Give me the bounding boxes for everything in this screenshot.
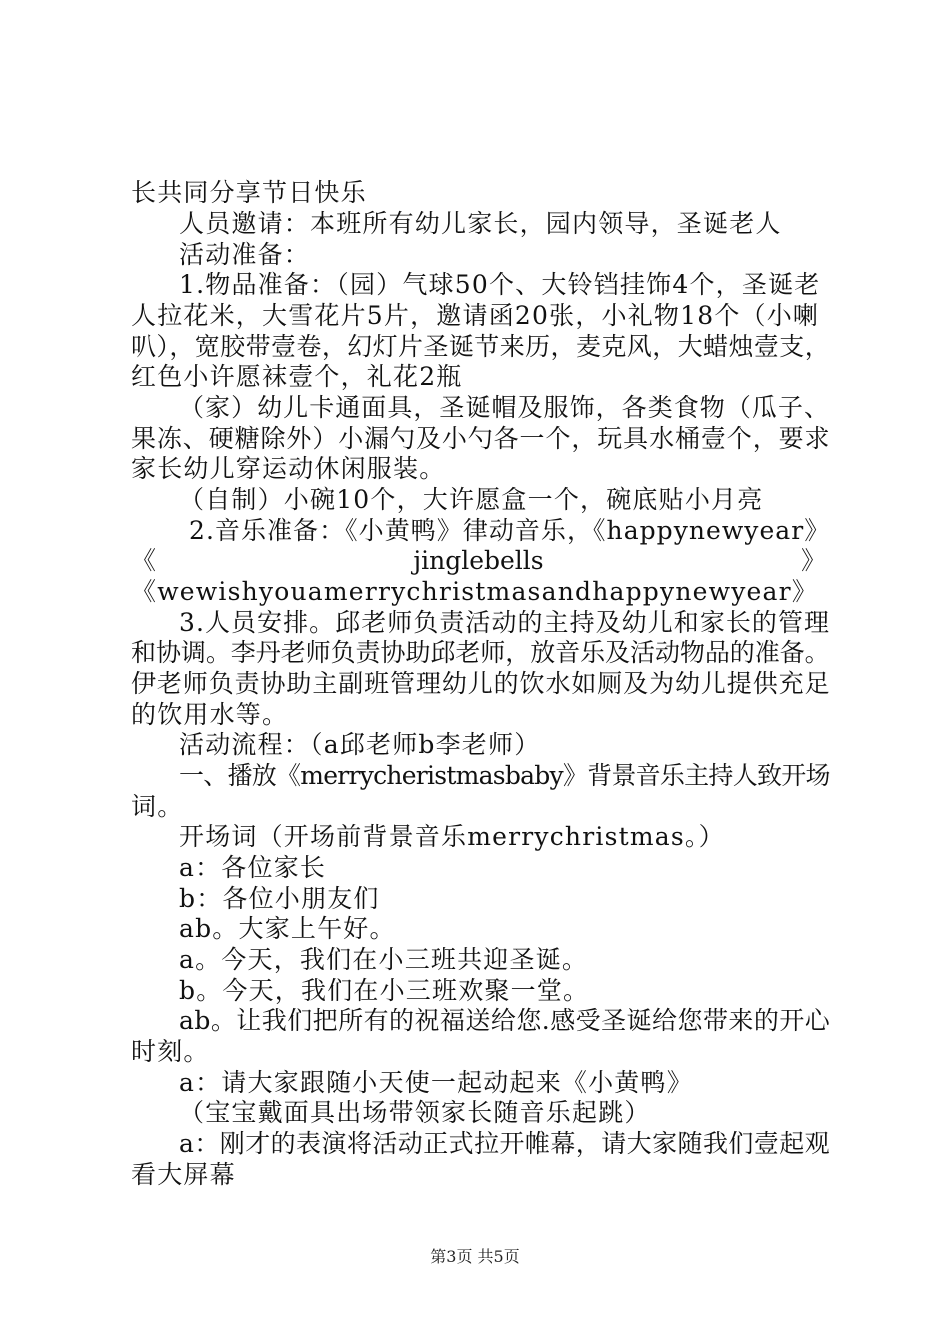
text-line: （家）幼儿卡通面具，圣诞帽及服饰，各类食物（瓜子、: [179, 393, 831, 422]
text-line: 看大屏幕: [131, 1160, 236, 1189]
page-footer: 第3页 共5页: [430, 1247, 520, 1266]
text-line: ab。让我们把所有的祝福送给您.感受圣诞给您带来的开心: [179, 1006, 831, 1035]
text-line: 的饮用水等。: [131, 700, 289, 729]
text-line: 红色小许愿袜壹个，礼花2瓶: [131, 362, 463, 391]
text-line: 活动准备：: [179, 240, 311, 269]
text-line: 词。: [131, 792, 184, 821]
text-line: （自制）小碗10个，大许愿盒一个，碗底贴小月亮: [179, 485, 764, 514]
bracket-open: 《: [131, 546, 157, 575]
text-line: ab。大家上午好。: [179, 914, 396, 943]
text-line: a。今天，我们在小三班共迎圣诞。: [179, 945, 589, 974]
text-line: 家长幼儿穿运动休闲服装。: [131, 454, 446, 483]
text-line: 开场词（开场前背景音乐merrychristmas。）: [179, 822, 725, 851]
text-line: b。今天，我们在小三班欢聚一堂。: [179, 976, 590, 1005]
jingle-row: [131, 546, 826, 576]
bracket-close: 》: [800, 546, 826, 575]
text-line: 时刻。: [131, 1037, 210, 1066]
text-line: 3.人员安排。邱老师负责活动的主持及幼儿和家长的管理: [179, 608, 831, 637]
text-line: 果冻、硬糖除外）小漏勺及小勺各一个，玩具水桶壹个，要求: [131, 424, 831, 453]
text-line: 1.物品准备：（园）气球50个、大铃铛挂饰4个，圣诞老: [179, 270, 821, 299]
text-line: 一、播放《merrycheristmasbaby》背景音乐主持人致开场: [179, 761, 830, 790]
text-line: a：刚才的表演将活动正式拉开帷幕，请大家随我们壹起观: [179, 1129, 831, 1158]
text-line: b：各位小朋友们: [179, 884, 380, 913]
song-title: jinglebells: [413, 546, 544, 575]
text-line: 伊老师负责协助主副班管理幼儿的饮水如厕及为幼儿提供充足: [131, 669, 831, 698]
text-line: 叭），宽胶带壹卷，幻灯片圣诞节来历，麦克风，大蜡烛壹支，: [131, 332, 831, 361]
text-line: （宝宝戴面具出场带领家长随音乐起跳）: [179, 1098, 651, 1127]
text-line: 2.音乐准备：《小黄鸭》律动音乐，《happynewyear》: [189, 516, 831, 545]
text-line: 活动流程：（a邱老师b李老师）: [179, 730, 541, 759]
text-line: a：各位家长: [179, 853, 327, 882]
text-line: 人拉花米，大雪花片5片，邀请函20张，小礼物18个（小喇: [131, 301, 820, 330]
text-line: 和协调。李丹老师负责协助邱老师，放音乐及活动物品的准备。: [131, 638, 830, 667]
text-line: 《wewishyouamerrychristmasandhappynewyear》: [131, 577, 819, 606]
text-line: 长共同分享节日快乐: [131, 178, 367, 207]
text-line: a：请大家跟随小天使一起动起来《小黄鸭》: [179, 1068, 693, 1097]
text-line: 人员邀请：本班所有幼儿家长，园内领导，圣诞老人: [179, 209, 782, 238]
